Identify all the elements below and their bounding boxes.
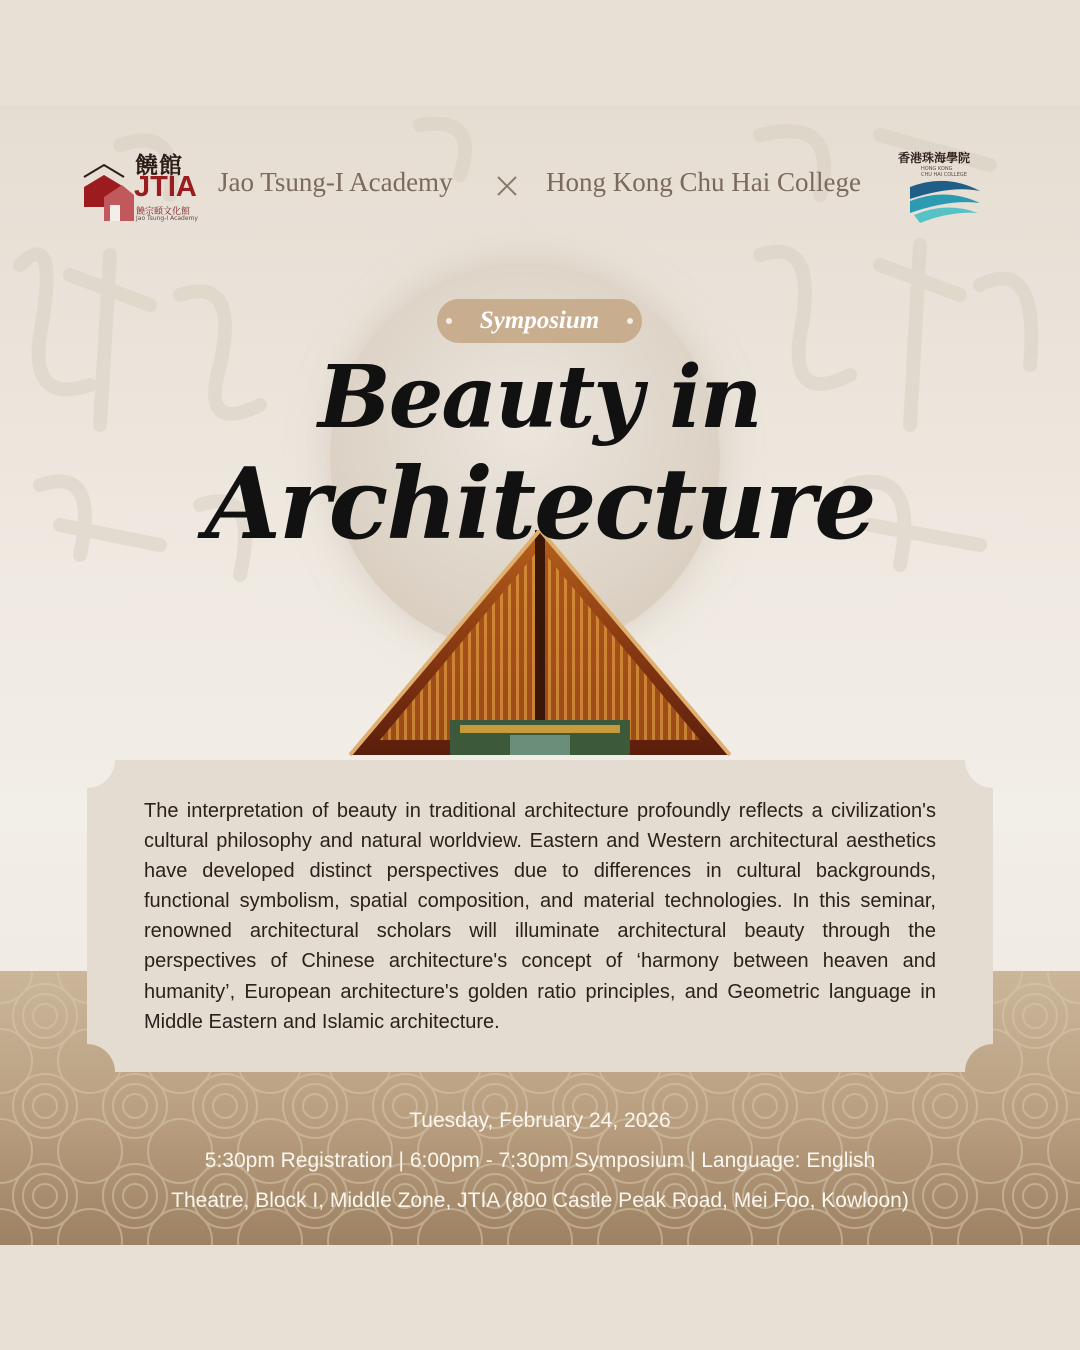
- event-venue: Theatre, Block I, Middle Zone, JTIA (800 Castle Peak Road, Mei Foo, Kowloon): [171, 1189, 909, 1212]
- symposium-badge: [437, 299, 642, 343]
- chu-hai-waves-icon: [906, 177, 984, 225]
- collaboration-cross-icon: [496, 175, 518, 197]
- title-line-2: Architecture: [205, 447, 875, 562]
- description-text: The interpretation of beauty in traditional architecture profoundly reflects a civilization's cultural philosophy and natural worldview. Eastern and Western architectural aesthetics have developed distinct perspectives due to differences in cultural backgrounds, functional symbolism, spatial composition, and material technologies. In this seminar, renowned architectural scholars will illuminate architectural beauty through the perspectives of Chinese architecture's concept of ‘harmony between heaven and humanity’, European architecture's golden ratio principles, and Geometric language in Middle Eastern and Islamic architecture.: [144, 800, 936, 1033]
- chu-hai-chinese-name: 香港珠海學院: [898, 151, 971, 165]
- description-card: [87, 760, 993, 1072]
- jtia-acronym: JTIA: [134, 171, 197, 203]
- badge-dot-right: [627, 318, 633, 324]
- jtia-chinese-name: 饒宗頤文化館: [136, 207, 191, 217]
- event-schedule: 5:30pm Registration | 6:00pm - 7:30pm Symposium | Language: English: [204, 1149, 876, 1172]
- org-name-right: Hong Kong Chu Hai College: [546, 167, 861, 197]
- title-line-1: Beauty in: [318, 347, 761, 448]
- roof-eave-icon: [340, 530, 740, 760]
- chu-hai-english-line2: CHU HAI COLLEGE: [921, 172, 967, 178]
- badge-label: Symposium: [479, 307, 600, 334]
- event-date: Tuesday, February 24, 2026: [409, 1109, 671, 1132]
- badge-dot-left: [446, 318, 452, 324]
- jtia-chinese-logo-text: 饒館: [135, 152, 183, 179]
- org-name-left: Jao Tsung-I Academy: [218, 167, 453, 197]
- poster: [0, 105, 1080, 1245]
- jtia-english-name: Jao Tsung-I Academy: [136, 215, 198, 222]
- chu-hai-english-line1: HONG KONG: [921, 166, 953, 172]
